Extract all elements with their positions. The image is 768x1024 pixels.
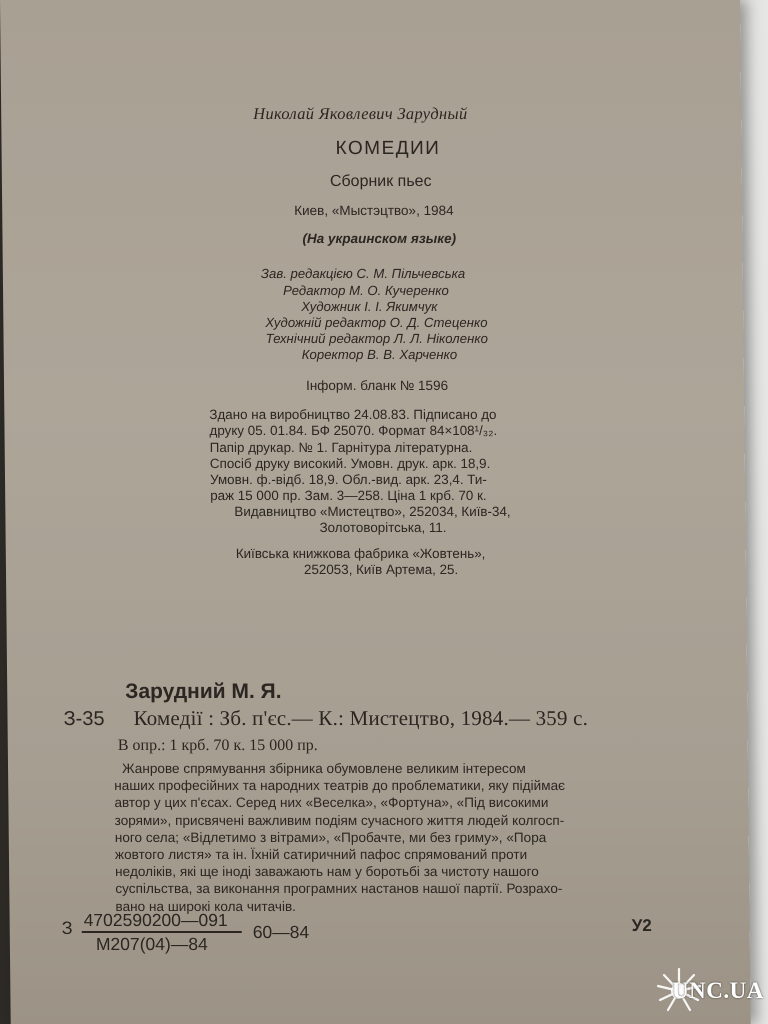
- tech-line: Здано на виробництво 24.08.83. Підписано до: [209, 407, 497, 422]
- colophon-title: КОМЕДИИ: [335, 138, 441, 159]
- annotation-line: наших професійних та народних театрів до проблематики, яку підіймає: [114, 778, 566, 794]
- isbn-numerator: 4702590200—091: [83, 910, 228, 930]
- inform-blank: Інформ. бланк № 1596: [305, 378, 449, 393]
- card-author: Зарудний М. Я.: [125, 680, 282, 703]
- annotation-line: вано на широкі кола читачів.: [115, 898, 297, 914]
- card-title-line: Комедії : Зб. п'єс.— К.: Мистецтво, 1984.— 359 с.: [133, 706, 589, 730]
- colophon-language-note: (На украинском языке): [302, 231, 457, 246]
- isbn-suffix: 60—84: [252, 922, 310, 942]
- card-annotation: [114, 760, 716, 915]
- printer-line: Київська книжкова фабрика «Жовтень»,: [235, 546, 486, 561]
- colophon-imprint: Киев, «Мыстэцтво», 1984: [294, 203, 454, 218]
- fraction-rule: [82, 931, 242, 933]
- publisher-line: Видавництво «Мистецтво», 252034, Київ-34,: [234, 504, 511, 519]
- annotation-line: зорями», присвячені важливим подіям сучасного життя людей колгосп-: [114, 812, 565, 828]
- card-classification-code: З-35: [63, 708, 105, 730]
- colophon-subtitle: Сборник пьес: [329, 173, 432, 190]
- staff-line: Зав. редакцією С. М. Пільчевська: [260, 266, 466, 281]
- tech-line: Умовн. ф.-відб. 18,9. Обл.-вид. арк. 23,4. Ти-: [209, 472, 487, 488]
- publisher-line: Золотоворітська, 11.: [319, 520, 447, 535]
- udk-code: У2: [631, 916, 652, 935]
- staff-line: Художник І. І. Якимчук: [301, 299, 438, 314]
- printer-line: 252053, Київ Артема, 25.: [303, 562, 459, 577]
- technical-data: [209, 407, 585, 505]
- staff-line: Художній редактор О. Д. Стеценко: [265, 315, 488, 330]
- annotation-line: ного села; «Відлетимо з вітрами», «Пробачте, ми без гриму», «Пора: [114, 829, 547, 845]
- tech-line: Спосіб друку високий. Умовн. друк. арк. 18,9.: [209, 455, 491, 471]
- annotation-line: недоліків, які ще іноді заважають нам у боротьбі за чистоту нашого: [115, 864, 539, 880]
- staff-line: Коректор В. В. Харченко: [301, 347, 458, 362]
- staff-line: Технічний редактор Л. Л. Ніколенко: [265, 331, 488, 346]
- isbn-letter: З: [61, 918, 73, 938]
- colophon-author: Николай Яковлевич Зарудный: [253, 104, 468, 123]
- annotation-line: Жанрове спрямування збірника обумовлене великим інтересом: [121, 761, 526, 776]
- isbn-denominator: М207(04)—84: [95, 934, 208, 954]
- tech-line: Папір друкар. № 1. Гарнітура літературна.: [209, 439, 473, 455]
- staff-line: Редактор М. О. Кучеренко: [282, 283, 449, 298]
- watermark-text: UNC.UA: [672, 978, 764, 1003]
- tech-line: раж 15 000 пр. Зам. 3—258. Ціна 1 крб. 70 к.: [210, 488, 487, 504]
- tech-line: друку 05. 01.84. БФ 25070. Формат 84×108¹/₃₂.: [209, 423, 498, 439]
- annotation-line: жовтого листя» та ін. Їхній сатиричний пафос спрямований проти: [114, 847, 528, 863]
- card-price-line: В опр.: 1 крб. 70 к. 15 000 пр.: [117, 737, 318, 754]
- annotation-line: суспільства, за виконання програмних настанов нашої партії. Розрахо-: [115, 881, 563, 897]
- annotation-line: автор у цих п'єсах. Серед них «Веселка», «Фортуна», «Під високими: [114, 795, 549, 811]
